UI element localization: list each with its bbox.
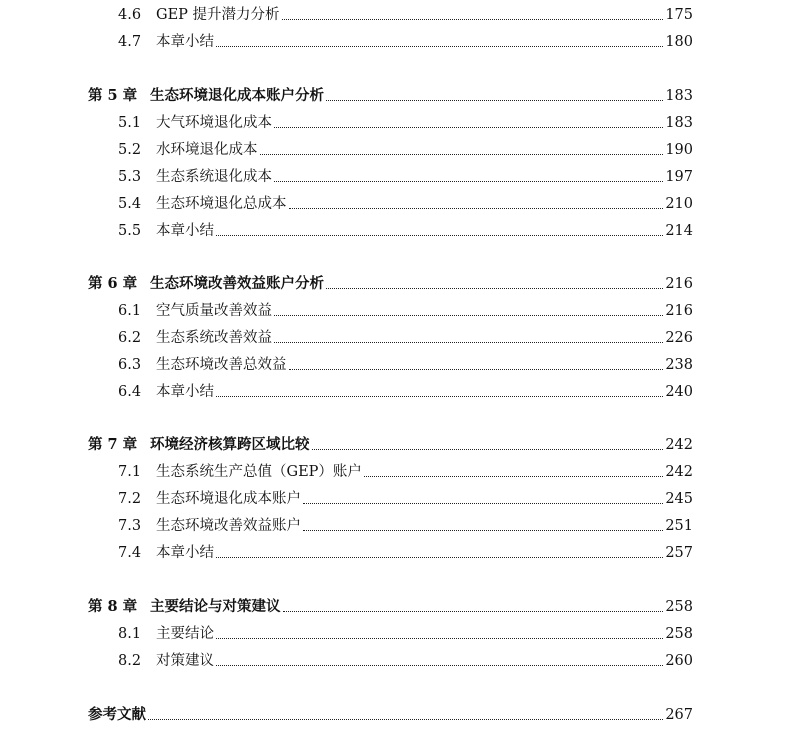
toc-leader-dots	[216, 637, 663, 639]
toc-entry-title: 生态环境改善效益账户	[156, 518, 301, 534]
toc-chapter-title: 参考文献	[88, 706, 146, 723]
toc-entry-page: 216	[665, 303, 693, 319]
toc-entry-title: 大气环境退化成本	[156, 115, 272, 131]
toc-entry-page: 175	[665, 7, 693, 23]
toc-entry[interactable]	[0, 352, 790, 374]
toc-entry-page: 226	[665, 330, 693, 346]
toc-chapter-title: 主要结论与对策建议	[150, 598, 281, 615]
toc-entry[interactable]	[0, 137, 790, 159]
toc-entry-number: 5.1	[118, 115, 142, 131]
toc-entry[interactable]	[0, 486, 790, 508]
toc-entry-title: GEP 提升潜力分析	[156, 7, 280, 23]
toc-entry-title: 本章小结	[156, 384, 214, 400]
toc-entry-page: 183	[665, 88, 693, 104]
toc-entry-page: 180	[665, 34, 693, 50]
toc-chapter[interactable]	[0, 594, 790, 616]
toc-entry[interactable]	[0, 218, 790, 240]
toc-entry-page: 197	[665, 169, 693, 185]
toc-entry-page: 242	[665, 464, 693, 480]
toc-entry-page: 183	[665, 115, 693, 131]
toc-entry-number: 4.7	[118, 34, 142, 50]
toc-entry[interactable]	[0, 325, 790, 347]
toc-entry-title: 生态环境退化成本账户	[156, 491, 301, 507]
toc-leader-dots	[216, 395, 663, 397]
toc-entry-title: 本章小结	[156, 545, 214, 561]
toc-leader-dots	[303, 502, 663, 504]
toc-entry-number: 6.1	[118, 303, 142, 319]
toc-entry[interactable]	[0, 164, 790, 186]
toc-entry-title: 本章小结	[156, 34, 214, 50]
toc-entry-number: 8.1	[118, 626, 142, 642]
toc-entry-page: 238	[665, 357, 693, 373]
toc-leader-dots	[326, 287, 663, 289]
toc-entry-page: 216	[665, 276, 693, 292]
toc-entry-page: 251	[665, 518, 693, 534]
toc-entry-page: 257	[665, 545, 693, 561]
toc-chapter-title: 生态环境改善效益账户分析	[150, 275, 324, 292]
toc-entry-title: 本章小结	[156, 223, 214, 239]
toc-chapter[interactable]	[0, 271, 790, 293]
toc-leader-dots	[216, 234, 663, 236]
toc-chapter[interactable]	[0, 432, 790, 454]
toc-leader-dots	[260, 153, 664, 155]
toc-entry-title: 水环境退化成本	[156, 142, 258, 158]
toc-entry[interactable]	[0, 540, 790, 562]
toc-entry-number: 5.3	[118, 169, 142, 185]
toc-entry-number: 6.2	[118, 330, 142, 346]
toc-entry[interactable]	[0, 648, 790, 670]
toc-entry-page: 245	[665, 491, 693, 507]
toc-leader-dots	[303, 529, 663, 531]
toc-chapter[interactable]	[0, 83, 790, 105]
toc-entry-page: 260	[665, 653, 693, 669]
toc-entry[interactable]	[0, 513, 790, 535]
toc-entry-number: 5.5	[118, 223, 142, 239]
toc-leader-dots	[148, 718, 663, 720]
toc-entry-number: 7.3	[118, 518, 142, 534]
toc-entry[interactable]	[0, 298, 790, 320]
toc-entry-title: 对策建议	[156, 653, 214, 669]
toc-leader-dots	[312, 448, 664, 450]
toc-entry[interactable]	[0, 191, 790, 213]
toc-leader-dots	[216, 664, 663, 666]
toc-leader-dots	[216, 45, 663, 47]
toc-entry-number: 5.4	[118, 196, 142, 212]
toc-entry[interactable]	[0, 379, 790, 401]
toc-leader-dots	[289, 368, 664, 370]
toc-entry-page: 214	[665, 223, 693, 239]
toc-entry-number: 7.4	[118, 545, 142, 561]
toc-chapter-title: 环境经济核算跨区域比较	[150, 436, 310, 453]
toc-entry-number: 6.3	[118, 357, 142, 373]
toc-entry-title: 生态环境改善总效益	[156, 357, 287, 373]
toc-entry-page: 210	[665, 196, 693, 212]
toc-entry-page: 240	[665, 384, 693, 400]
toc-leader-dots	[274, 314, 663, 316]
toc-entry-title: 生态系统改善效益	[156, 330, 272, 346]
toc-entry-title: 生态环境退化总成本	[156, 196, 287, 212]
toc-entry[interactable]	[0, 459, 790, 481]
toc-chapter-title: 生态环境退化成本账户分析	[150, 87, 324, 104]
toc-entry-number: 7.1	[118, 464, 142, 480]
toc-entry-number: 5.2	[118, 142, 142, 158]
toc-entry-title: 主要结论	[156, 626, 214, 642]
toc-references[interactable]	[0, 702, 790, 724]
toc-entry[interactable]	[0, 110, 790, 132]
toc-entry-title: 生态系统退化成本	[156, 169, 272, 185]
toc-leader-dots	[274, 126, 663, 128]
toc-entry-title: 生态系统生产总值（GEP）账户	[156, 464, 362, 480]
toc-leader-dots	[364, 475, 663, 477]
toc-entry-page: 190	[665, 142, 693, 158]
toc-entry-number: 6.4	[118, 384, 142, 400]
toc-entry[interactable]	[0, 2, 790, 24]
toc-leader-dots	[289, 207, 664, 209]
toc-entry-number: 4.6	[118, 7, 142, 23]
toc-entry-page: 258	[665, 599, 693, 615]
toc-chapter-number: 第 7 章	[88, 436, 138, 453]
toc-leader-dots	[326, 99, 663, 101]
toc-chapter-number: 第 6 章	[88, 275, 138, 292]
toc-entry-title: 空气质量改善效益	[156, 303, 272, 319]
toc-leader-dots	[216, 556, 663, 558]
toc-leader-dots	[274, 180, 663, 182]
toc-entry-page: 258	[665, 626, 693, 642]
toc-leader-dots	[282, 18, 664, 20]
toc-entry-page: 242	[665, 437, 693, 453]
toc-entry[interactable]	[0, 29, 790, 51]
toc-chapter-number: 第 8 章	[88, 598, 138, 615]
toc-entry[interactable]	[0, 621, 790, 643]
toc-leader-dots	[274, 341, 663, 343]
toc-entry-page: 267	[665, 707, 693, 723]
toc-entry-number: 7.2	[118, 491, 142, 507]
toc-leader-dots	[283, 610, 664, 612]
toc-chapter-number: 第 5 章	[88, 87, 138, 104]
toc-entry-number: 8.2	[118, 653, 142, 669]
